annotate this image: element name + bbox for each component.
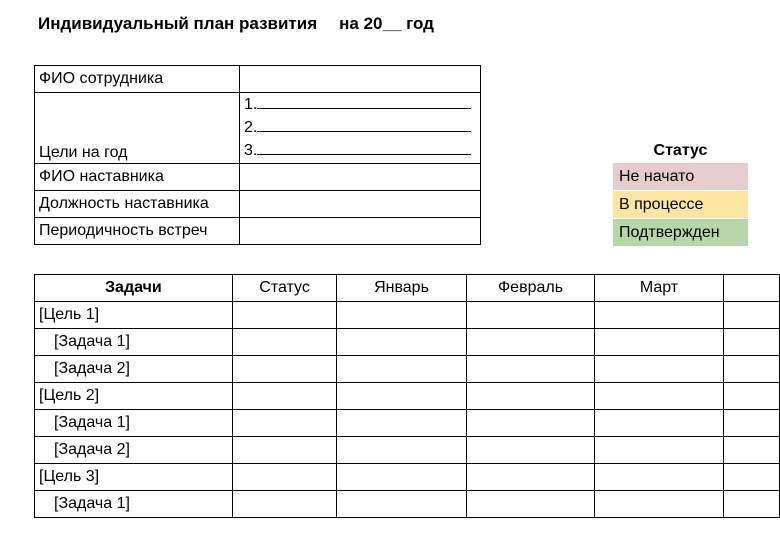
header-next-month xyxy=(723,275,780,302)
table-row xyxy=(35,410,780,437)
goal-blank-1[interactable] xyxy=(257,93,471,109)
goals-value-cell[interactable] xyxy=(240,93,481,164)
goal-blank-2[interactable] xyxy=(257,116,471,132)
month-cell[interactable] xyxy=(595,383,723,410)
month-cell[interactable] xyxy=(595,464,723,491)
month-cell[interactable] xyxy=(337,437,466,464)
month-cell[interactable] xyxy=(723,356,780,383)
goals-label: Цели на год xyxy=(35,93,240,164)
goal-line-2 xyxy=(244,116,476,139)
goal-number-3: 3. xyxy=(244,142,258,159)
month-cell[interactable] xyxy=(337,329,466,356)
month-cell[interactable] xyxy=(466,383,595,410)
header-january: Январь xyxy=(337,275,466,302)
status-cell[interactable] xyxy=(232,464,337,491)
month-cell[interactable] xyxy=(723,410,780,437)
table-row xyxy=(35,356,780,383)
month-cell[interactable] xyxy=(466,437,595,464)
status-cell[interactable] xyxy=(232,356,337,383)
month-cell[interactable] xyxy=(723,437,780,464)
month-cell[interactable] xyxy=(466,302,595,329)
status-cell[interactable] xyxy=(232,410,337,437)
row-title-goal-3: [Цель 3] xyxy=(35,464,233,491)
month-cell[interactable] xyxy=(723,383,780,410)
tasks-header-row xyxy=(35,275,780,302)
row-title-task: [Задача 2] xyxy=(35,356,233,383)
header-february: Февраль xyxy=(466,275,595,302)
header-tasks: Задачи xyxy=(35,275,233,302)
meetings-row xyxy=(35,218,481,245)
header-march: Март xyxy=(595,275,723,302)
table-row xyxy=(35,491,780,518)
goals-row xyxy=(35,93,481,164)
month-cell[interactable] xyxy=(595,302,723,329)
employee-label: ФИО сотрудника xyxy=(35,66,240,93)
month-cell[interactable] xyxy=(337,383,466,410)
table-row xyxy=(35,437,780,464)
month-cell[interactable] xyxy=(337,356,466,383)
legend-title: Статус xyxy=(653,142,708,159)
legend-item-not-started: Не начато xyxy=(613,163,748,190)
meetings-value-cell[interactable] xyxy=(240,218,481,245)
employee-info-table xyxy=(34,65,481,245)
legend-item-in-progress: В процессе xyxy=(613,191,748,218)
month-cell[interactable] xyxy=(595,437,723,464)
row-title-task: [Задача 1] xyxy=(35,491,233,518)
mentor-row xyxy=(35,164,481,191)
month-cell[interactable] xyxy=(466,410,595,437)
month-cell[interactable] xyxy=(466,464,595,491)
table-row xyxy=(35,383,780,410)
mentor-position-value-cell[interactable] xyxy=(240,191,481,218)
month-cell[interactable] xyxy=(337,464,466,491)
goal-line-1 xyxy=(244,93,476,116)
table-row xyxy=(35,464,780,491)
month-cell[interactable] xyxy=(723,464,780,491)
month-cell[interactable] xyxy=(466,329,595,356)
status-cell[interactable] xyxy=(232,437,337,464)
plan-title: Индивидуальный план развития xyxy=(38,14,318,33)
mentor-value-cell[interactable] xyxy=(240,164,481,191)
month-cell[interactable] xyxy=(595,491,723,518)
row-title-task: [Задача 1] xyxy=(35,410,233,437)
mentor-position-row xyxy=(35,191,481,218)
row-title-goal-2: [Цель 2] xyxy=(35,383,233,410)
legend-item-confirmed: Подтвержден xyxy=(613,219,748,246)
page-title xyxy=(38,14,434,34)
month-cell[interactable] xyxy=(337,491,466,518)
month-cell[interactable] xyxy=(595,329,723,356)
month-cell[interactable] xyxy=(466,491,595,518)
employee-value-cell[interactable] xyxy=(240,66,481,93)
status-cell[interactable] xyxy=(232,491,337,518)
row-title-task: [Задача 2] xyxy=(35,437,233,464)
plan-year: на 20__ год xyxy=(339,14,434,33)
row-title-task: [Задача 1] xyxy=(35,329,233,356)
month-cell[interactable] xyxy=(337,410,466,437)
month-cell[interactable] xyxy=(595,356,723,383)
header-status: Статус xyxy=(232,275,337,302)
status-legend xyxy=(613,139,748,247)
meetings-label: Периодичность встреч xyxy=(35,218,240,245)
tasks-table xyxy=(34,274,780,518)
status-cell[interactable] xyxy=(232,302,337,329)
month-cell[interactable] xyxy=(466,356,595,383)
mentor-position-label: Должность наставника xyxy=(35,191,240,218)
goal-line-3 xyxy=(244,139,476,162)
status-cell[interactable] xyxy=(232,329,337,356)
month-cell[interactable] xyxy=(723,491,780,518)
goal-blank-3[interactable] xyxy=(257,139,471,155)
month-cell[interactable] xyxy=(595,410,723,437)
employee-row xyxy=(35,66,481,93)
table-row xyxy=(35,329,780,356)
month-cell[interactable] xyxy=(723,302,780,329)
month-cell[interactable] xyxy=(723,329,780,356)
goal-number-2: 2. xyxy=(244,119,258,136)
status-cell[interactable] xyxy=(232,383,337,410)
month-cell[interactable] xyxy=(337,302,466,329)
table-row xyxy=(35,302,780,329)
goal-number-1: 1. xyxy=(244,96,258,113)
mentor-label: ФИО наставника xyxy=(35,164,240,191)
row-title-goal-1: [Цель 1] xyxy=(35,302,233,329)
